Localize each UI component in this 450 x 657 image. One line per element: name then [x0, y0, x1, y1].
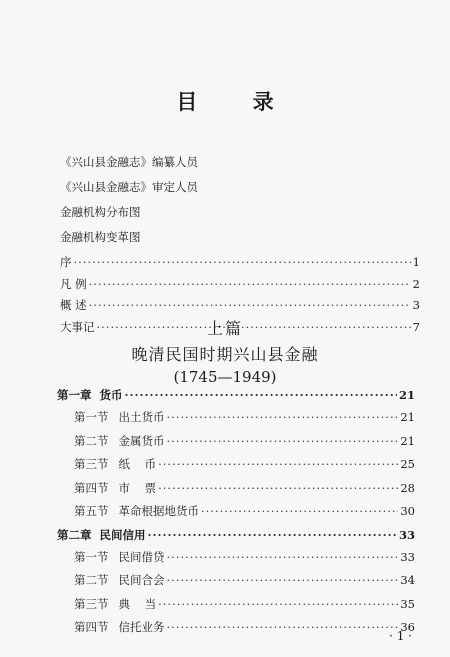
toc-section: [57, 430, 415, 454]
section-number: 第四节: [74, 480, 109, 495]
section-name: 典 当: [118, 596, 157, 611]
section-number: 第一节: [74, 410, 109, 424]
toc-entry-label: 概 述: [60, 298, 87, 312]
section-name: 金属货币: [118, 433, 165, 448]
part-years: (1745—1949): [173, 368, 277, 386]
toc-entry-page: 33: [400, 549, 415, 564]
toc-section: [57, 546, 415, 570]
chapter-name: 货币: [99, 388, 123, 402]
toc-entry-page: 35: [400, 596, 415, 611]
front-item: 金融机构变革图: [60, 230, 141, 244]
toc-entry-page: 1: [412, 255, 420, 269]
toc-chapter: [57, 384, 415, 406]
leader-dots: [167, 406, 399, 430]
leader-dots: [158, 477, 398, 501]
toc-entry-notes: [60, 274, 420, 296]
section-name: 民间借贷: [118, 549, 165, 564]
front-item: 《兴山县金融志》编纂人员: [60, 155, 198, 169]
toc-entry-page: 34: [400, 573, 415, 587]
section-name: 市 票: [118, 480, 157, 495]
toc-entry-page: 33: [398, 527, 415, 542]
toc-entry-label: 大事记: [60, 319, 95, 334]
leader-dots: [148, 524, 397, 546]
toc-section: [57, 453, 415, 477]
toc-section: [57, 569, 415, 593]
chapter-number: 第二章: [57, 527, 92, 542]
toc-entry-label: 凡 例: [60, 276, 87, 291]
front-item: 《兴山县金融志》审定人员: [60, 180, 198, 194]
leader-dots: [167, 616, 399, 640]
toc-section: [57, 500, 415, 524]
toc-entry-page: 2: [412, 276, 420, 291]
leader-dots: [158, 593, 398, 617]
leader-dots: [74, 252, 411, 274]
chapter-list: [57, 384, 415, 640]
toc-entry-page: 30: [400, 504, 415, 518]
section-number: 第二节: [74, 573, 109, 587]
leader-dots: [167, 569, 399, 593]
leader-dots: [158, 453, 398, 477]
section-name: 革命根据地货币: [118, 504, 199, 518]
part-subtitle: 晚清民国时期兴山县金融: [131, 345, 319, 364]
page-title: 目 录: [176, 89, 298, 114]
leader-dots: [167, 430, 399, 454]
section-number: 第四节: [74, 620, 109, 634]
toc-entry-page: 21: [398, 388, 415, 402]
toc-entry-page: 36: [400, 620, 415, 634]
leader-dots: [167, 546, 399, 570]
toc-entry-page: 7: [412, 319, 420, 334]
chapter-name: 民间信用: [99, 527, 146, 542]
toc-entry-preface: [60, 252, 420, 274]
toc-entry-page: 25: [400, 457, 415, 471]
toc-section: [57, 616, 415, 640]
section-name: 民间合会: [118, 573, 165, 587]
page-number: · 1 ·: [389, 629, 412, 643]
section-name: 信托业务: [118, 620, 165, 634]
toc-section: [57, 477, 415, 501]
part-title: 上篇: [206, 319, 243, 338]
toc-entry-page: 3: [412, 298, 420, 312]
toc-entry-page: 21: [400, 433, 415, 448]
front-item: 金融机构分布图: [60, 205, 141, 219]
section-number: 第三节: [74, 596, 109, 611]
toc-chapter: [57, 524, 415, 546]
section-name: 出土货币: [118, 410, 165, 424]
section-number: 第一节: [74, 549, 109, 564]
section-number: 第二节: [74, 433, 109, 448]
toc-entry-label: 序: [60, 255, 72, 269]
section-number: 第五节: [74, 504, 109, 518]
toc-entry-page: 28: [400, 480, 415, 495]
toc-section: [57, 406, 415, 430]
leader-dots: [125, 384, 397, 406]
front-matter: [60, 152, 420, 338]
section-name: 纸 币: [118, 457, 157, 471]
section-number: 第三节: [74, 457, 109, 471]
toc-section: [57, 593, 415, 617]
toc-entry-overview: [60, 295, 420, 317]
leader-dots: [201, 500, 398, 524]
chapter-number: 第一章: [57, 388, 92, 402]
leader-dots: [89, 274, 411, 296]
leader-dots: [89, 295, 411, 317]
toc-entry-page: 21: [400, 410, 415, 424]
